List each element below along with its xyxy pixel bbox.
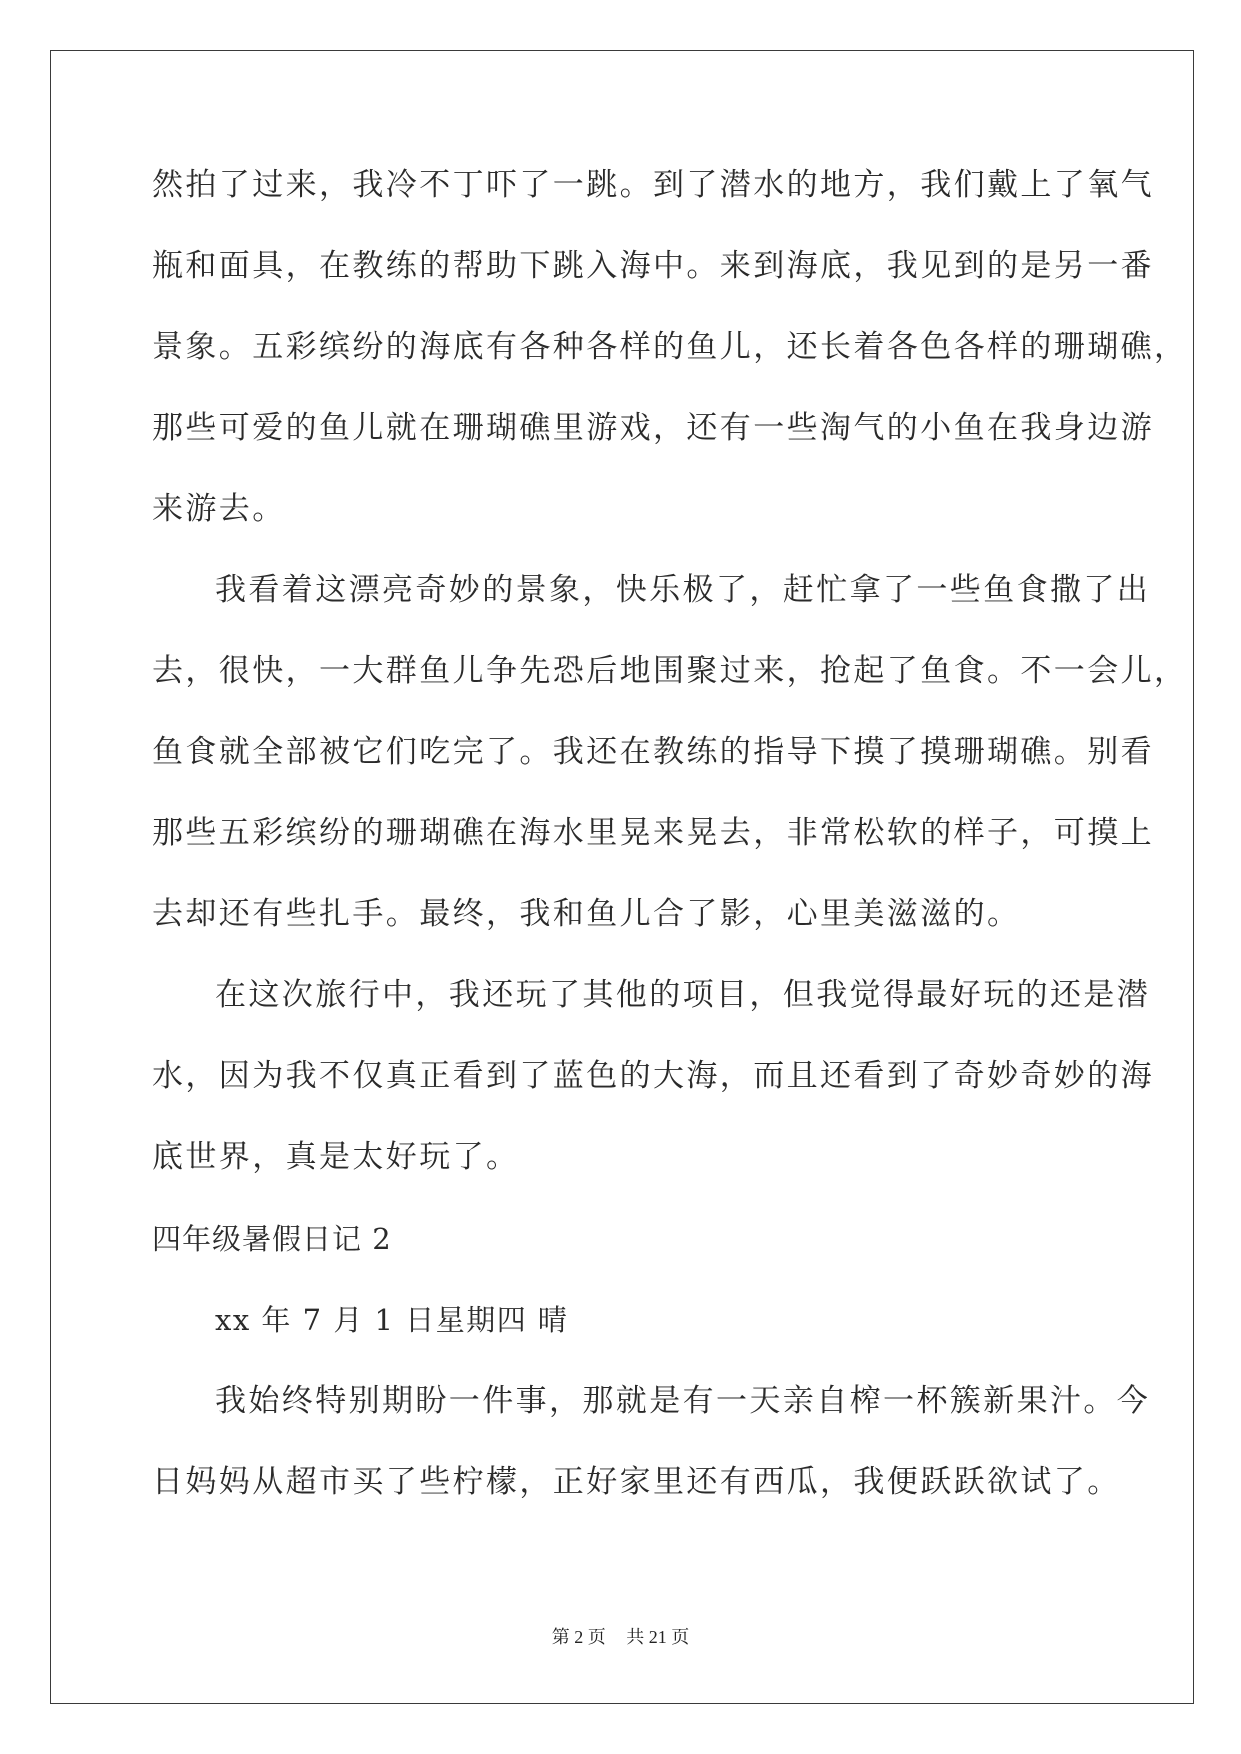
body-line: 我始终特别期盼一件事，那就是有一天亲自榨一杯簇新果汁。今 [215, 1383, 1151, 1419]
page-footer [0, 1623, 1241, 1649]
body-line: 水，因为我不仅真正看到了蓝色的大海，而且还看到了奇妙奇妙的海 [152, 1058, 1154, 1094]
body-line: 鱼食就全部被它们吃完了。我还在教练的指导下摸了摸珊瑚礁。别看 [152, 734, 1154, 770]
page-number: 第 2 页 [551, 1627, 606, 1647]
body-line: 底世界，真是太好玩了。 [152, 1139, 520, 1175]
body-line: 去，很快，一大群鱼儿争先恐后地围聚过来，抢起了鱼食。不一会儿， [152, 653, 1188, 689]
page-total: 共 21 页 [626, 1627, 690, 1647]
body-line: 去却还有些扎手。最终，我和鱼儿合了影，心里美滋滋的。 [152, 896, 1021, 932]
body-line: 然拍了过来，我冷不丁吓了一跳。到了潜水的地方，我们戴上了氧气 [152, 167, 1154, 203]
section-heading: 四年级暑假日记 2 [152, 1222, 392, 1256]
body-line: 那些五彩缤纷的珊瑚礁在海水里晃来晃去，非常松软的样子，可摸上 [152, 815, 1154, 851]
body-line: 来游去。 [152, 491, 286, 527]
body-line: 我看着这漂亮奇妙的景象，快乐极了，赶忙拿了一些鱼食撒了出 [215, 572, 1151, 608]
body-line: 瓶和面具，在教练的帮助下跳入海中。来到海底，我见到的是另一番 [152, 248, 1154, 284]
body-line: 日妈妈从超市买了些柠檬，正好家里还有西瓜，我便跃跃欲试了。 [152, 1464, 1121, 1500]
body-line: 在这次旅行中，我还玩了其他的项目，但我觉得最好玩的还是潜 [215, 977, 1151, 1013]
page-border [50, 50, 1194, 1704]
body-line: 那些可爱的鱼儿就在珊瑚礁里游戏，还有一些淘气的小鱼在我身边游 [152, 410, 1154, 446]
diary-date-line: xx 年 7 月 1 日星期四 晴 [215, 1303, 569, 1337]
body-line: 景象。五彩缤纷的海底有各种各样的鱼儿，还长着各色各样的珊瑚礁， [152, 329, 1188, 365]
